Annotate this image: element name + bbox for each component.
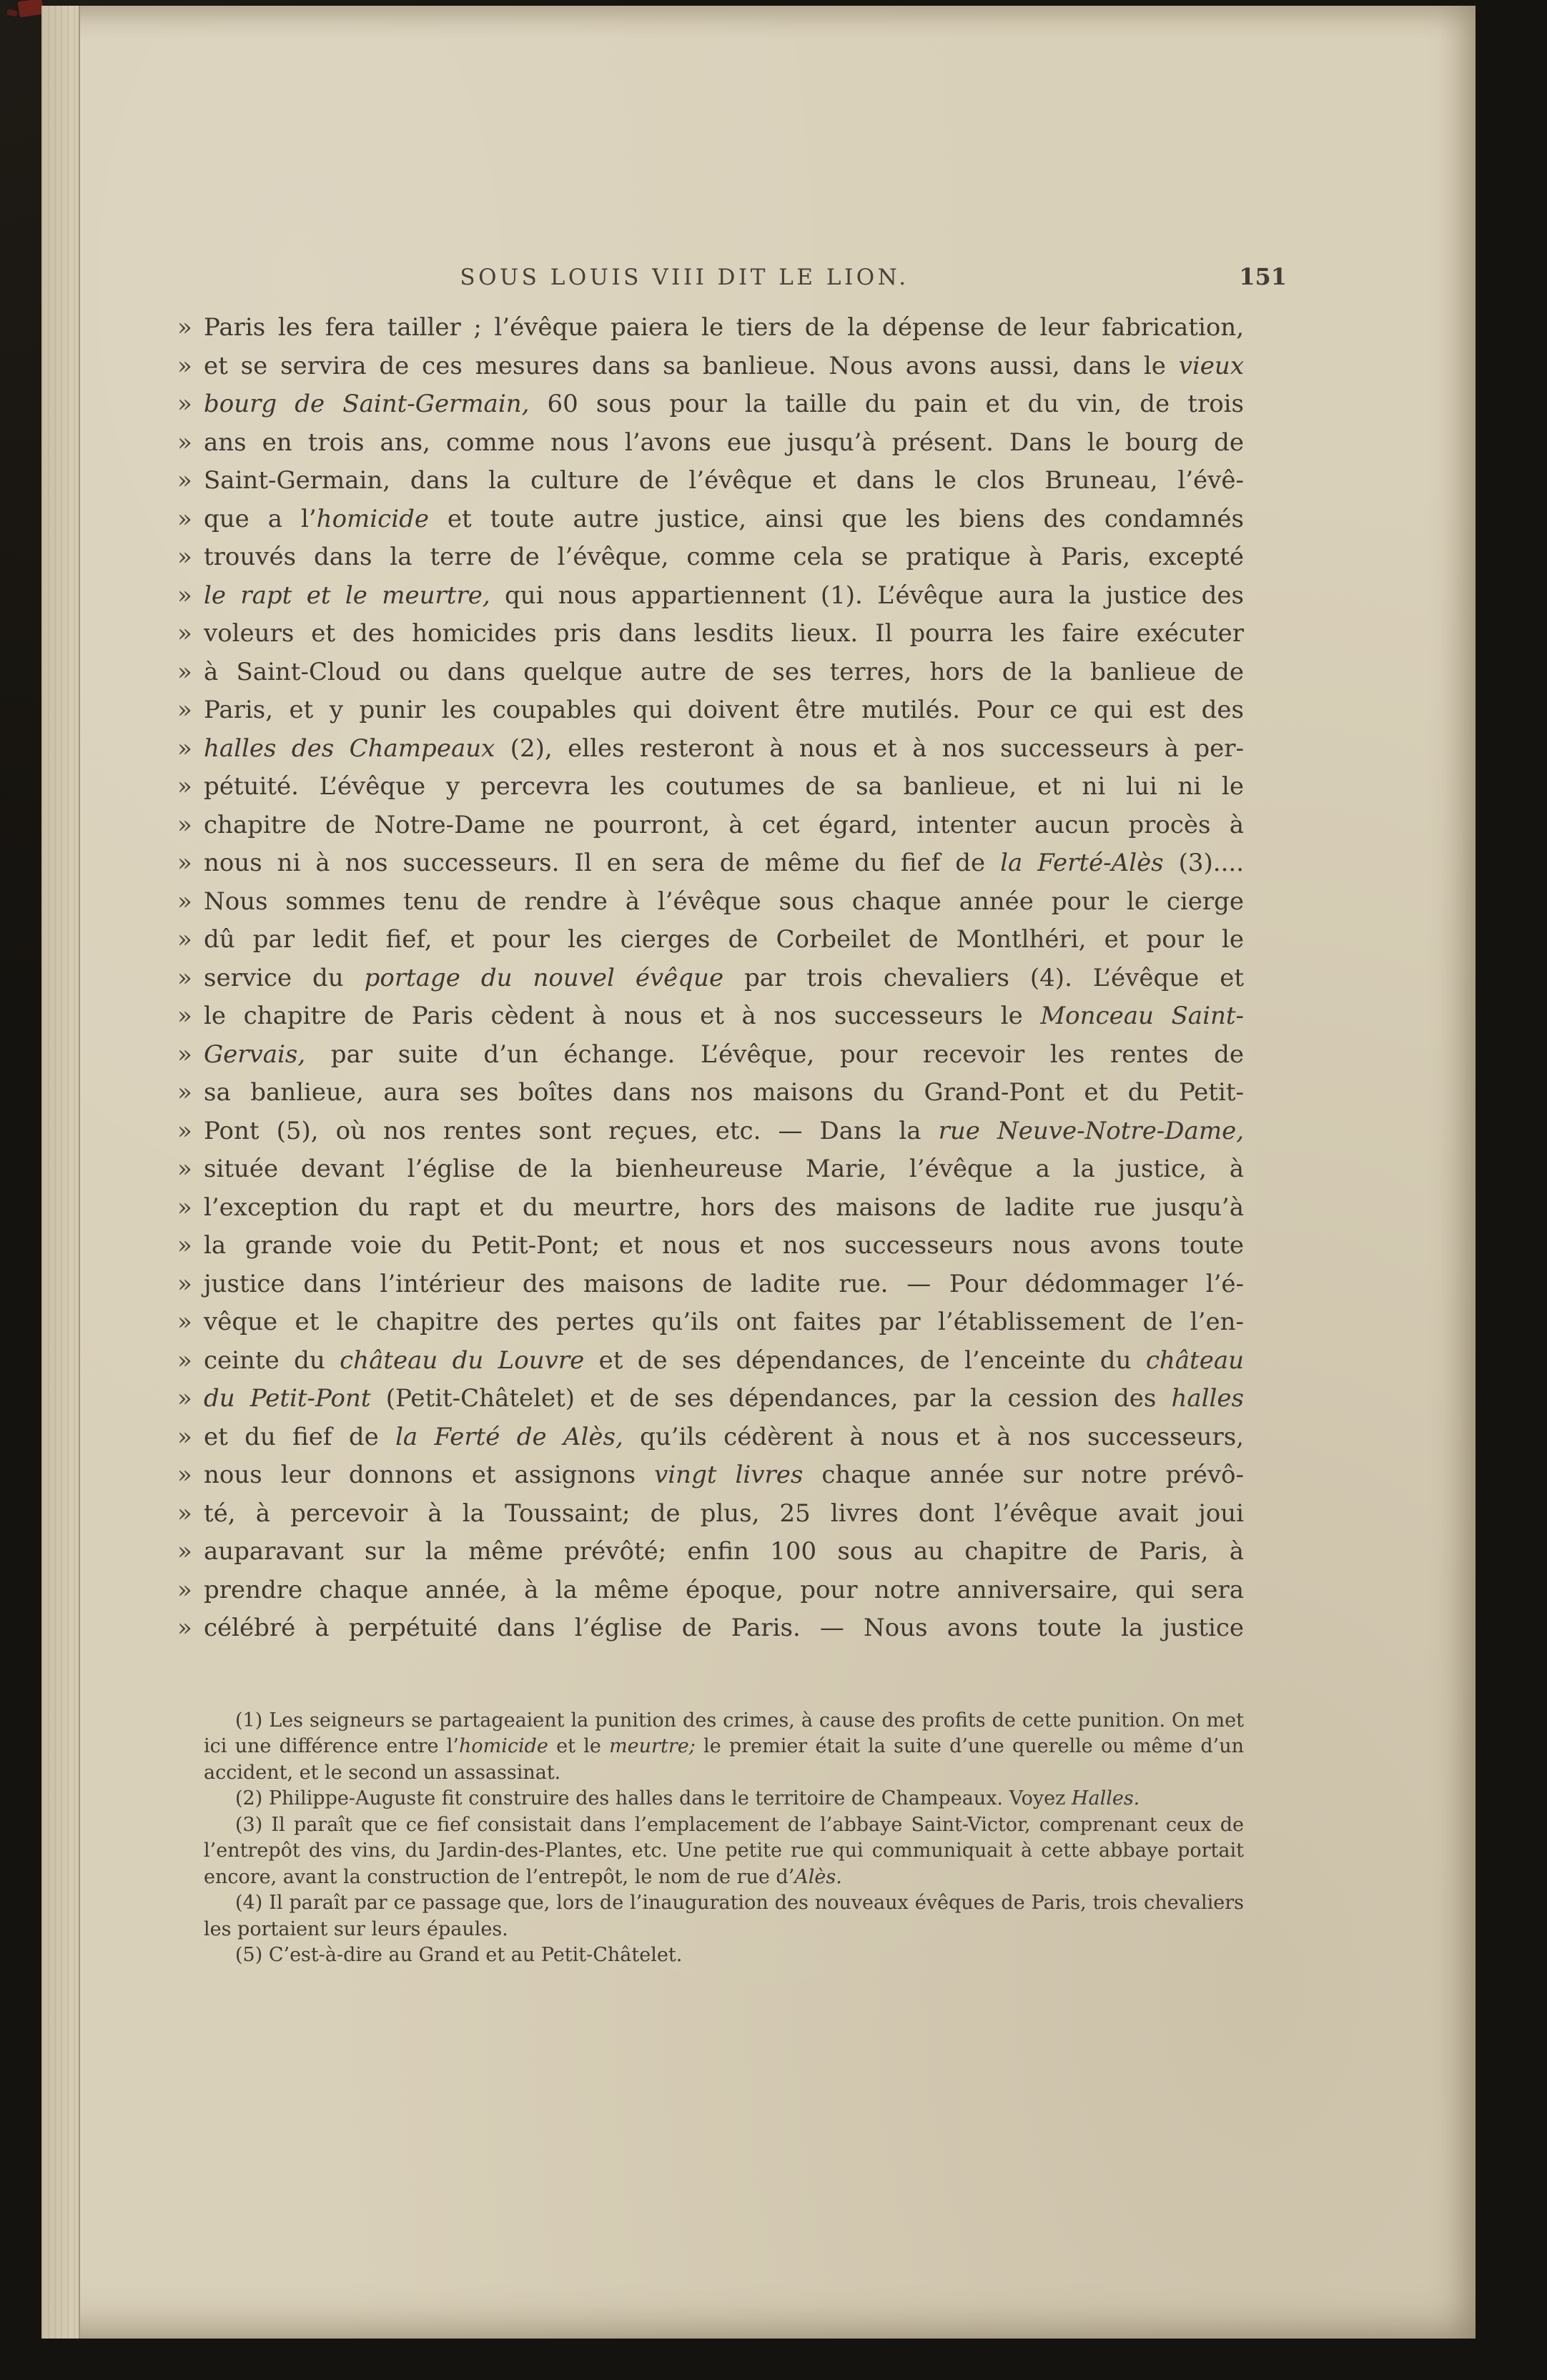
quote-mark: »	[177, 1575, 192, 1604]
text-line	[177, 424, 1244, 463]
quote-mark: »	[177, 810, 192, 839]
line-text: vêque et le chapitre des pertes qu’ils ont faites par l’établissement de l’en-	[204, 1308, 1244, 1336]
line-text: ceinte du château du Louvre et de ses dépendances, de l’enceinte du château	[204, 1345, 1245, 1375]
line-text: chapitre de Notre-Dame ne pourront, à cet égard, intenter aucun procès à	[204, 810, 1244, 839]
text-line	[177, 538, 1244, 577]
text-line	[177, 1380, 1244, 1418]
text-line	[177, 921, 1244, 959]
text-line	[177, 577, 1244, 616]
text-line	[177, 1303, 1244, 1342]
quote-mark: »	[177, 428, 192, 457]
line-text: voleurs et des homicides pris dans lesdits lieux. Il pourra les faire exécuter	[204, 619, 1244, 648]
quote-mark: »	[177, 963, 192, 992]
line-text: pétuité. L’évêque y percevra les coutumes de sa banlieue, et ni lui ni le	[204, 772, 1244, 801]
text-line	[177, 806, 1244, 845]
quote-mark: »	[177, 313, 192, 342]
text-line	[177, 500, 1244, 539]
quoted-passage	[177, 309, 1245, 1648]
line-text: Paris les fera tailler ; l’évêque paiera le tiers de la dépense de leur fabrication,	[204, 313, 1244, 342]
line-text: prendre chaque année, à la même époque, pour notre anniversaire, qui sera	[204, 1575, 1244, 1604]
text-line	[177, 615, 1244, 653]
text-line	[177, 1533, 1244, 1571]
line-text: et du fief de la Ferté de Alès, qu’ils cédèrent à nous et à nos successeurs,	[204, 1422, 1244, 1451]
text-line	[177, 1112, 1244, 1151]
quote-mark: »	[177, 1461, 192, 1489]
page-number: 151	[1239, 263, 1287, 290]
line-text: située devant l’église de la bienheureuse Marie, l’évêque a la justice, à	[204, 1155, 1244, 1183]
text-line	[177, 347, 1244, 386]
page-header	[204, 263, 1287, 296]
line-text: Paris, et y punir les coupables qui doivent être mutilés. Pour ce qui est des	[204, 696, 1244, 724]
text-line	[177, 309, 1244, 347]
quote-mark: »	[177, 390, 192, 418]
book-page	[41, 6, 1476, 2339]
quote-mark: »	[177, 1384, 192, 1413]
text-line	[177, 1036, 1244, 1075]
text-line	[177, 768, 1244, 806]
line-text: à Saint-Cloud ou dans quelque autre de ses terres, hors de la banlieue de	[204, 657, 1244, 686]
quote-mark: »	[177, 1269, 192, 1298]
text-line	[177, 883, 1244, 922]
line-text: té, à percevoir à la Toussaint; de plus, 25 livres dont l’évêque avait joui	[204, 1498, 1244, 1528]
footnote: (3) Il paraît que ce fief consistait dans l’emplacement de l’abbaye Saint-Victor, comprenant ceux de l’entrepôt des vins, du Jardin-des-Plantes, etc. Une petite rue qui communiquait à cette abbaye portait encore, avant la construction de l’entrepôt, le nom de rue d’Alès.	[204, 1813, 1244, 1888]
line-text: dû par ledit fief, et pour les cierges de Corbeilet de Montlhéri, et pour le	[204, 925, 1244, 954]
quote-mark: »	[177, 1193, 192, 1222]
line-text: ans en trois ans, comme nous l’avons eue jusqu’à présent. Dans le bourg de	[204, 428, 1244, 457]
footnote: (4) Il paraît par ce passage que, lors de l’inauguration des nouveaux évêques de Paris, trois chevaliers les portaient sur leurs épaules.	[204, 1892, 1244, 1940]
line-text: auparavant sur la même prévôté; enfin 100 sous au chapitre de Paris, à	[204, 1537, 1244, 1566]
quote-mark: »	[177, 1422, 192, 1451]
text-line	[177, 1074, 1244, 1112]
quote-mark: »	[177, 1345, 192, 1375]
quote-mark: »	[177, 1537, 192, 1566]
quote-mark: »	[177, 504, 192, 533]
page-content	[177, 6, 1287, 1969]
line-text: bourg de Saint-Germain, 60 sous pour la taille du pain et du vin, de trois	[204, 390, 1244, 418]
line-text: sa banlieue, aura ses boîtes dans nos maisons du Grand-Pont et du Petit-	[204, 1078, 1244, 1107]
quote-mark: »	[177, 1231, 192, 1260]
line-text: et se servira de ces mesures dans sa banlieue. Nous avons aussi, dans le vieux	[204, 351, 1244, 380]
text-line	[177, 1227, 1244, 1265]
line-text: trouvés dans la terre de l’évêque, comme cela se pratique à Paris, excepté	[204, 543, 1244, 571]
line-text: du Petit-Pont (Petit-Châtelet) et de ses dépendances, par la cession des halles	[204, 1384, 1244, 1413]
line-text: service du portage du nouvel évêque par trois chevaliers (4). L’évêque et	[204, 963, 1244, 992]
quote-mark: »	[177, 1308, 192, 1336]
quote-mark: »	[177, 925, 192, 954]
quote-mark: »	[177, 543, 192, 571]
line-text: Gervais, par suite d’un échange. L’évêque, pour recevoir les rentes de	[204, 1040, 1244, 1069]
text-line	[177, 691, 1244, 730]
text-line	[177, 997, 1245, 1036]
text-line	[177, 385, 1244, 424]
text-line	[177, 1456, 1244, 1495]
line-text: Saint-Germain, dans la culture de l’évêque et dans le clos Bruneau, l’évê-	[204, 466, 1244, 495]
footnote: (5) C’est-à-dire au Grand et au Petit-Châtelet.	[235, 1944, 683, 1966]
quote-mark: »	[177, 1002, 192, 1030]
line-text: Pont (5), où nos rentes sont reçues, etc. — Dans la rue Neuve-Notre-Dame,	[204, 1116, 1244, 1145]
line-text: la grande voie du Petit-Pont; et nous et nos successeurs nous avons toute	[204, 1231, 1244, 1260]
footnote: (2) Philippe-Auguste fit construire des halles dans le territoire de Champeaux. Voyez Halles.	[235, 1787, 1140, 1809]
text-line	[177, 1342, 1245, 1381]
text-line	[177, 730, 1244, 769]
line-text: nous leur donnons et assignons vingt livres chaque année sur notre prévô-	[204, 1461, 1244, 1489]
quote-mark: »	[177, 772, 192, 801]
line-text: justice dans l’intérieur des maisons de ladite rue. — Pour dédommager l’é-	[204, 1269, 1244, 1298]
quote-mark: »	[177, 581, 192, 610]
quote-mark: »	[177, 1116, 192, 1145]
text-line	[177, 1265, 1244, 1304]
quote-mark: »	[177, 849, 192, 877]
text-line	[177, 462, 1244, 500]
text-line	[177, 1571, 1244, 1610]
text-line	[177, 1495, 1244, 1534]
quote-mark: »	[177, 887, 192, 916]
line-text: le rapt et le meurtre, qui nous appartiennent (1). L’évêque aura la justice des	[204, 581, 1244, 610]
quote-mark: »	[177, 696, 192, 724]
quote-mark: »	[177, 734, 192, 763]
footnote: (1) Les seigneurs se partageaient la punition des crimes, à cause des profits de cette punition. On met ici une différence entre l’homicide et le meurtre; le premier était la suite d’une querelle ou même d’un accident, et le second un assassinat.	[204, 1709, 1244, 1784]
stacked-page-edges	[41, 6, 80, 2339]
quote-mark: »	[177, 619, 192, 648]
text-line	[177, 1189, 1244, 1228]
quote-mark: »	[177, 1155, 192, 1183]
line-text: le chapitre de Paris cèdent à nous et à nos successeurs le Monceau Saint-	[204, 1002, 1245, 1030]
quote-mark: »	[177, 466, 192, 495]
line-text: halles des Champeaux (2), elles resteront à nous et à nos successeurs à per-	[204, 734, 1244, 763]
footnotes	[204, 1708, 1244, 1969]
quote-mark: »	[177, 657, 192, 686]
text-line	[177, 1418, 1244, 1457]
text-line	[177, 653, 1244, 692]
text-line	[177, 1150, 1244, 1189]
line-text: Nous sommes tenu de rendre à l’évêque sous chaque année pour le cierge	[204, 887, 1244, 916]
quote-mark: »	[177, 1498, 192, 1528]
quote-mark: »	[177, 1614, 192, 1642]
quote-mark: »	[177, 1078, 192, 1107]
page-edge-mark	[6, 9, 17, 17]
text-line	[177, 1609, 1244, 1648]
page-edge-mark	[18, 0, 44, 17]
quote-mark: »	[177, 1040, 192, 1069]
line-text: nous ni à nos successeurs. Il en sera de même du fief de la Ferté-Alès (3)....	[204, 849, 1245, 877]
line-text: que a l’homicide et toute autre justice, ainsi que les biens des condamnés	[204, 504, 1244, 533]
line-text: l’exception du rapt et du meurtre, hors des maisons de ladite rue jusqu’à	[204, 1193, 1244, 1222]
quote-mark: »	[177, 351, 192, 380]
line-text: célébré à perpétuité dans l’église de Paris. — Nous avons toute la justice	[204, 1614, 1244, 1642]
running-title: SOUS LOUIS VIII DIT LE LION.	[460, 265, 909, 290]
text-line	[177, 844, 1245, 883]
text-line	[177, 959, 1244, 998]
